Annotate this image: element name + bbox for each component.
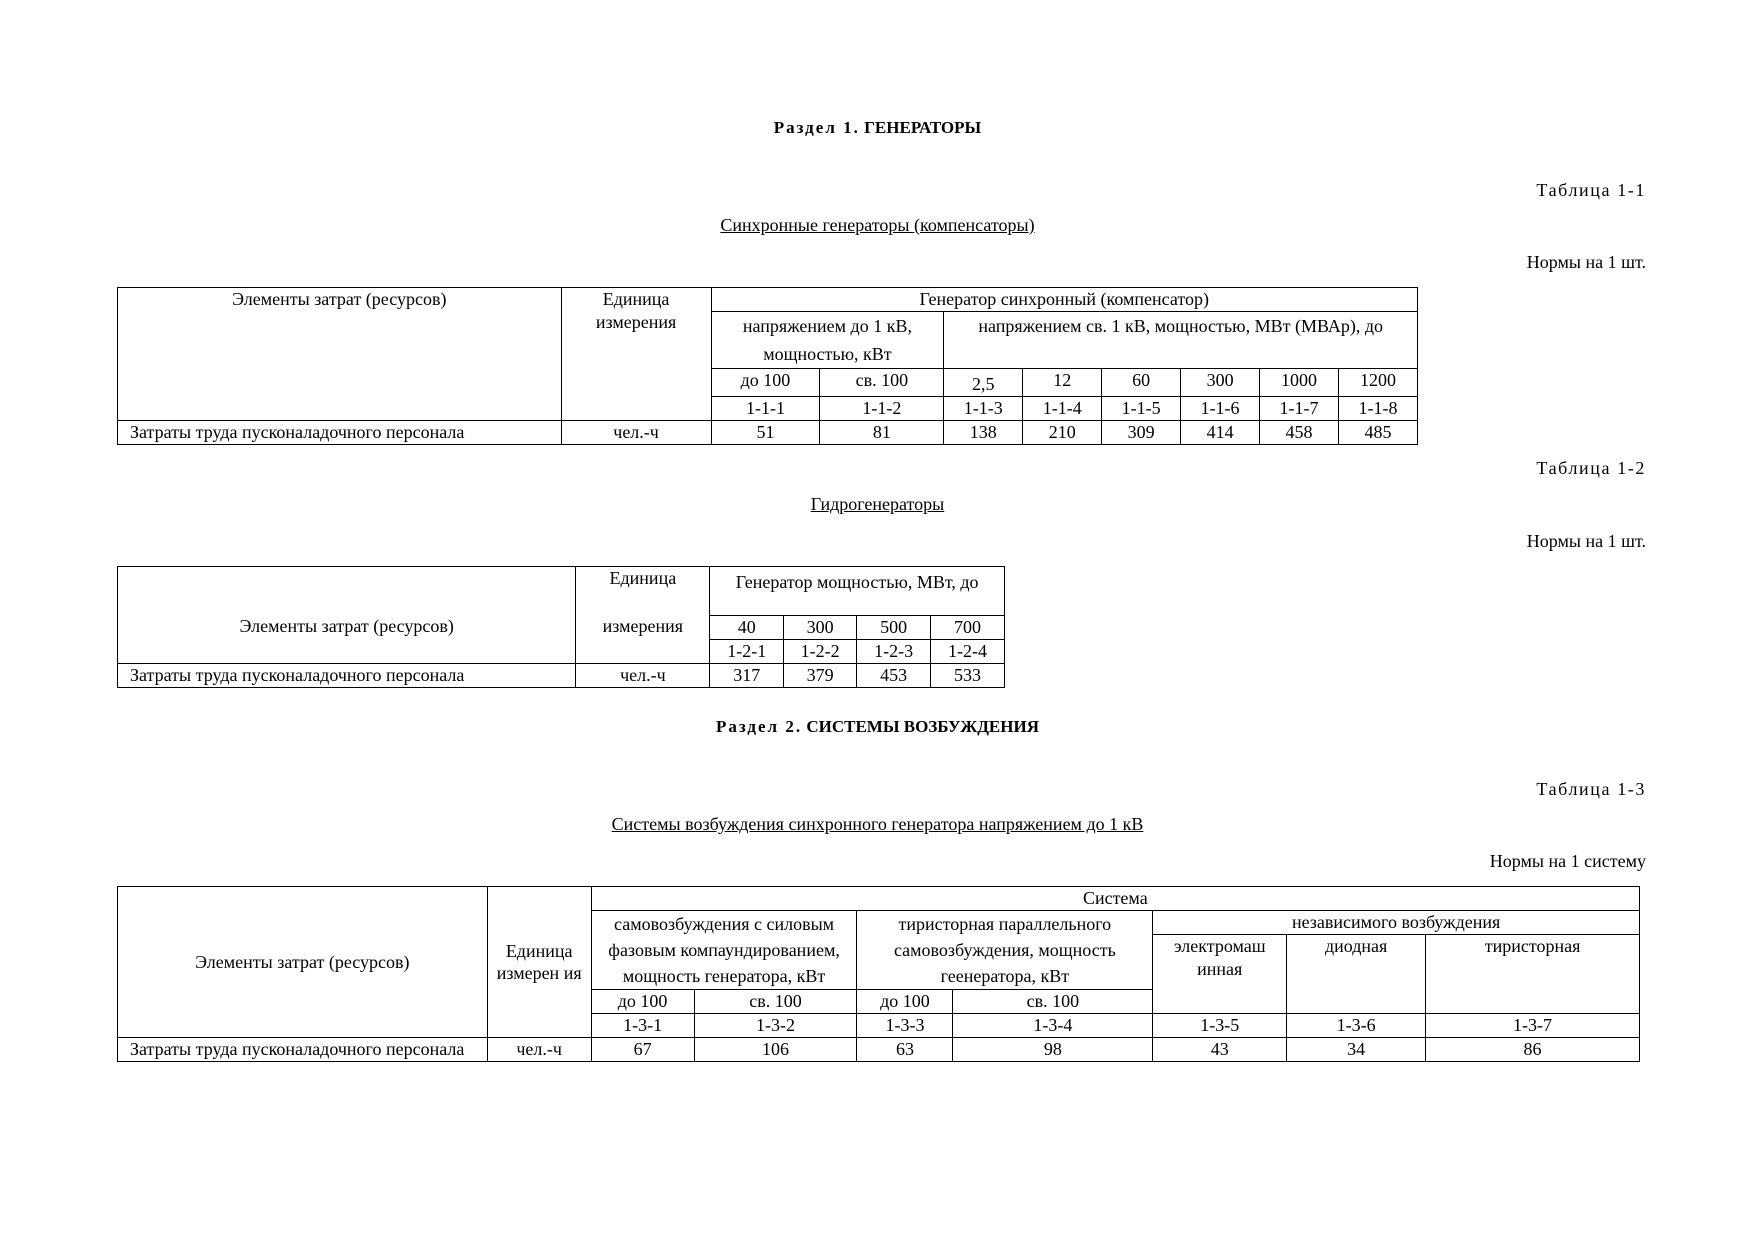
header-thyristor: тиристорная [1426,935,1640,1014]
col-code: 1-1-7 [1260,397,1339,421]
row-unit: чел.-ч [561,421,711,445]
row-value: 414 [1181,421,1260,445]
header-low-voltage: напряжением до 1 кВ, мощностью, кВт [711,312,944,369]
col-code: 1-3-4 [953,1014,1153,1038]
section-1-title: ГЕНЕРАТОРЫ [864,118,982,137]
col-label: 300 [1181,369,1260,397]
section-1-heading [0,118,1755,138]
col-code: 1-1-4 [1023,397,1102,421]
header-high-voltage: напряжением св. 1 кВ, мощностью, МВт (МВАр), до [944,312,1418,369]
col-label: 500 [857,615,931,639]
header-elements-bottom [118,639,576,663]
col-label: 60 [1102,369,1181,397]
header-elements: Элементы затрат (ресурсов) [118,887,488,1038]
col-label: 40 [710,615,784,639]
row-value: 98 [953,1038,1153,1062]
table-row [118,421,1418,445]
row-value: 43 [1153,1038,1287,1062]
col-code: 1-2-4 [931,639,1005,663]
table-1-3-label: Таблица 1-3 [1536,779,1646,799]
col-label: 2,5 [944,369,1023,397]
table-1-1-norms: Нормы на 1 шт. [1526,252,1646,272]
col-label: 700 [931,615,1005,639]
col-code: 1-1-8 [1338,397,1417,421]
header-elements-top [118,567,576,616]
table-row [118,663,1005,687]
col-label: 1200 [1338,369,1417,397]
row-value: 67 [591,1038,694,1062]
table-1-1 [117,287,1418,445]
row-name: Затраты труда пусконаладочного персонала [118,421,562,445]
table-1-2 [117,566,1005,688]
col-label: до 100 [857,990,953,1014]
row-value: 138 [944,421,1023,445]
header-self-excitation: самовозбуждения с силовым фазовым компаундированием, мощность генератора, кВт [591,911,857,990]
header-unit-top: Единица [576,567,710,616]
row-value: 533 [931,663,1005,687]
table-row [118,1038,1640,1062]
table-1-3 [117,886,1640,1062]
col-code: 1-3-1 [591,1014,694,1038]
col-label: 300 [784,615,857,639]
row-value: 485 [1338,421,1417,445]
header-thyristor-parallel: тиристорная параллельного самовозбуждения, мощность геенератора, кВт [857,911,1153,990]
section-2-heading [0,717,1755,737]
row-value: 379 [784,663,857,687]
header-electromachine: электромаш инная [1153,935,1287,1014]
row-value: 210 [1023,421,1102,445]
row-unit: чел.-ч [576,663,710,687]
col-label: св. 100 [694,990,857,1014]
row-value: 63 [857,1038,953,1062]
row-value: 81 [820,421,944,445]
table-1-2-norms: Нормы на 1 шт. [1526,531,1646,551]
table-1-3-caption: Системы возбуждения синхронного генератора напряжением до 1 кВ [611,814,1144,834]
col-code: 1-2-3 [857,639,931,663]
header-unit: Единица измерен ия [487,887,591,1038]
row-value: 86 [1426,1038,1640,1062]
col-code: 1-3-7 [1426,1014,1640,1038]
row-value: 309 [1102,421,1181,445]
row-name: Затраты труда пусконаладочного персонала [118,663,576,687]
col-label: до 100 [591,990,694,1014]
col-code: 1-3-6 [1287,1014,1426,1038]
col-label: 1000 [1260,369,1339,397]
row-value: 34 [1287,1038,1426,1062]
col-label: 12 [1023,369,1102,397]
col-code: 1-1-1 [711,397,820,421]
header-diode: диодная [1287,935,1426,1014]
header-unit-blank [576,639,710,663]
row-name: Затраты труда пусконаладочного персонала [118,1038,488,1062]
table-1-1-label: Таблица 1-1 [1536,180,1646,200]
section-2-title: СИСТЕМЫ ВОЗБУЖДЕНИЯ [806,717,1039,736]
table-1-3-norms: Нормы на 1 систему [1489,851,1646,871]
col-code: 1-3-2 [694,1014,857,1038]
col-label: св. 100 [953,990,1153,1014]
section-1-prefix: Раздел 1. [773,118,860,137]
col-label: св. 100 [820,369,944,397]
header-system-group: Система [591,887,1639,911]
header-unit: Единица измерения [561,288,711,421]
col-code: 1-1-5 [1102,397,1181,421]
col-code: 1-3-5 [1153,1014,1287,1038]
header-generator-group: Генератор синхронный (компенсатор) [711,288,1417,312]
header-elements: Элементы затрат (ресурсов) [118,288,562,421]
col-label: до 100 [711,369,820,397]
table-1-2-caption: Гидрогенераторы [810,494,945,514]
col-code: 1-2-1 [710,639,784,663]
row-value: 453 [857,663,931,687]
col-code: 1-1-2 [820,397,944,421]
section-2-prefix: Раздел 2. [715,717,803,736]
table-1-1-caption: Синхронные генераторы (компенсаторы) [720,215,1035,235]
row-unit: чел.-ч [487,1038,591,1062]
row-value: 317 [710,663,784,687]
header-unit-bottom: измерения [576,615,710,639]
col-code: 1-2-2 [784,639,857,663]
row-value: 51 [711,421,820,445]
row-value: 458 [1260,421,1339,445]
row-value: 106 [694,1038,857,1062]
header-generator-group: Генератор мощностью, МВт, до [710,567,1005,616]
header-independent: независимого возбуждения [1153,911,1640,935]
col-code: 1-1-6 [1181,397,1260,421]
col-code: 1-1-3 [944,397,1023,421]
table-1-2-label: Таблица 1-2 [1536,458,1646,478]
col-code: 1-3-3 [857,1014,953,1038]
header-elements: Элементы затрат (ресурсов) [118,615,576,639]
